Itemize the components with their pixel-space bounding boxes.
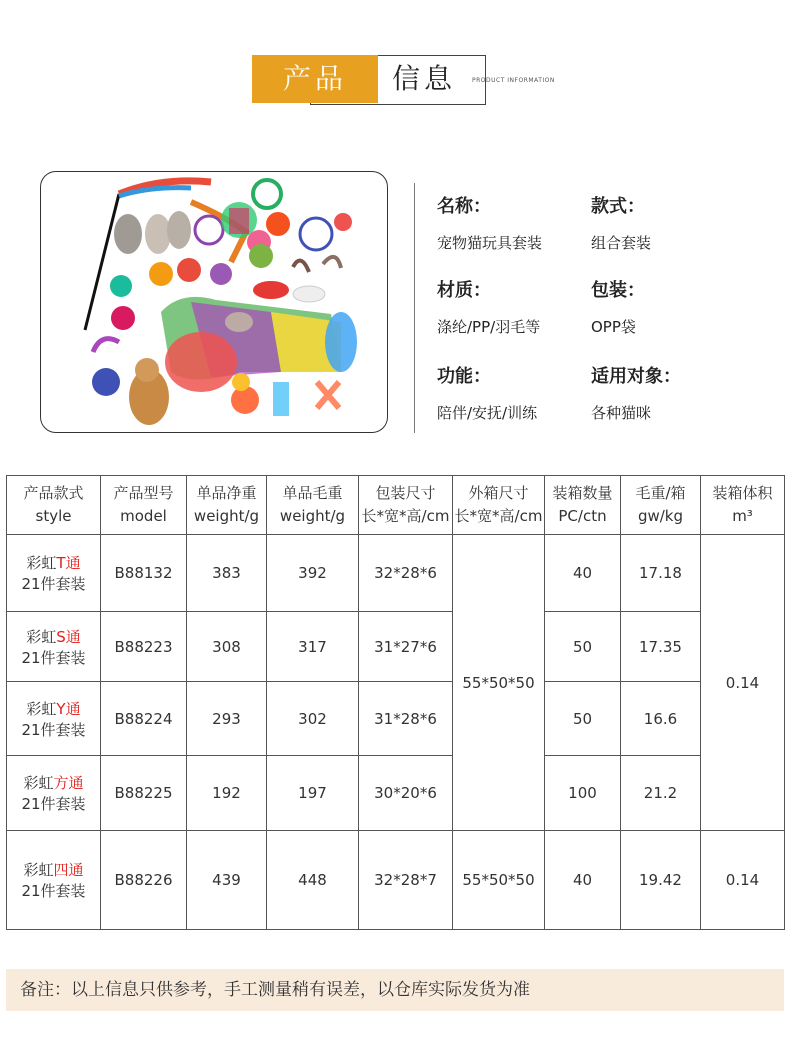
header-cell-carton-size: 外箱尺寸 长*宽*高/cm [453,476,545,535]
cell-net: 192 [187,756,267,831]
cell-style: 彩虹方通 21件套装 [7,756,101,831]
cell-gross: 197 [267,756,359,831]
header-cell-package-size: 包装尺寸 长*宽*高/cm [359,476,453,535]
cell-net: 383 [187,535,267,612]
cat-toys-illustration [41,172,387,432]
spec-name [437,192,542,253]
cell-style: 彩虹四通 21件套装 [7,831,101,930]
cell-model: B88226 [101,831,187,930]
header-title: 信息 [392,62,457,95]
header-cell-qty: 装箱数量 PC/ctn [545,476,621,535]
cell-style: 彩虹T通 21件套装 [7,535,101,612]
cell-gw: 17.18 [621,535,701,612]
cell-qty: 40 [545,831,621,930]
spec-material-label: 材质： [437,280,491,301]
spec-package [591,276,645,337]
cell-net: 439 [187,831,267,930]
header-title-highlight: 产品 [252,55,378,103]
cell-gross: 448 [267,831,359,930]
cell-model: B88224 [101,682,187,756]
cell-gross: 392 [267,535,359,612]
spec-style [591,192,651,253]
divider-line [414,183,415,433]
header-subtitle: PRODUCT INFORMATION [472,77,555,84]
cell-pack: 31*28*6 [359,682,453,756]
header-cell-volume: 装箱体积 m³ [701,476,785,535]
spec-target-value: 各种猫咪 [591,404,652,422]
cell-gross: 317 [267,612,359,682]
cell-gw: 19.42 [621,831,701,930]
cell-net: 293 [187,682,267,756]
header-cell-model: 产品型号 model [101,476,187,535]
cell-qty: 50 [545,682,621,756]
spec-style-label: 款式： [591,196,645,217]
header-cell-carton-weight: 毛重/箱 gw/kg [621,476,701,535]
cell-pack: 30*20*6 [359,756,453,831]
cell-carton-shared: 55*50*50 [453,535,545,831]
table-row [7,756,785,831]
cell-style: 彩虹S通 21件套装 [7,612,101,682]
spec-function [437,362,537,423]
spec-target [591,362,681,423]
header-cell-gross-weight: 单品毛重 weight/g [267,476,359,535]
spec-package-value: OPP袋 [591,318,636,336]
header-cell-style: 产品款式 style [7,476,101,535]
cell-gw: 17.35 [621,612,701,682]
cell-volume-shared: 0.14 [701,535,785,831]
spec-package-label: 包装： [591,280,645,301]
footer-note: 备注：以上信息只供参考，手工测量稍有误差，以仓库实际发货为准 [6,969,784,1011]
spec-function-label: 功能： [437,366,491,387]
cell-qty: 100 [545,756,621,831]
product-photo [40,171,388,433]
spec-name-label: 名称： [437,196,491,217]
cell-gw: 21.2 [621,756,701,831]
cell-model: B88223 [101,612,187,682]
table-row [7,682,785,756]
cell-model: B88132 [101,535,187,612]
spec-target-label: 适用对象： [591,366,681,387]
cell-qty: 50 [545,612,621,682]
cell-gross: 302 [267,682,359,756]
cell-gw: 16.6 [621,682,701,756]
cell-qty: 40 [545,535,621,612]
cell-pack: 32*28*7 [359,831,453,930]
table-header-row [7,476,785,535]
table-row [7,535,785,612]
cell-model: B88225 [101,756,187,831]
spec-style-value: 组合套装 [591,234,652,252]
spec-name-value: 宠物猫玩具套装 [437,234,543,252]
cell-style: 彩虹Y通 21件套装 [7,682,101,756]
spec-function-value: 陪伴/安抚/训练 [437,404,538,422]
cell-pack: 32*28*6 [359,535,453,612]
spec-table [6,475,785,930]
table-row [7,831,785,930]
section-header [252,55,555,107]
cell-volume: 0.14 [701,831,785,930]
table-row [7,612,785,682]
cell-net: 308 [187,612,267,682]
spec-material-value: 涤纶/PP/羽毛等 [437,318,541,336]
cell-carton: 55*50*50 [453,831,545,930]
spec-material [437,276,540,337]
cell-pack: 31*27*6 [359,612,453,682]
header-cell-net-weight: 单品净重 weight/g [187,476,267,535]
